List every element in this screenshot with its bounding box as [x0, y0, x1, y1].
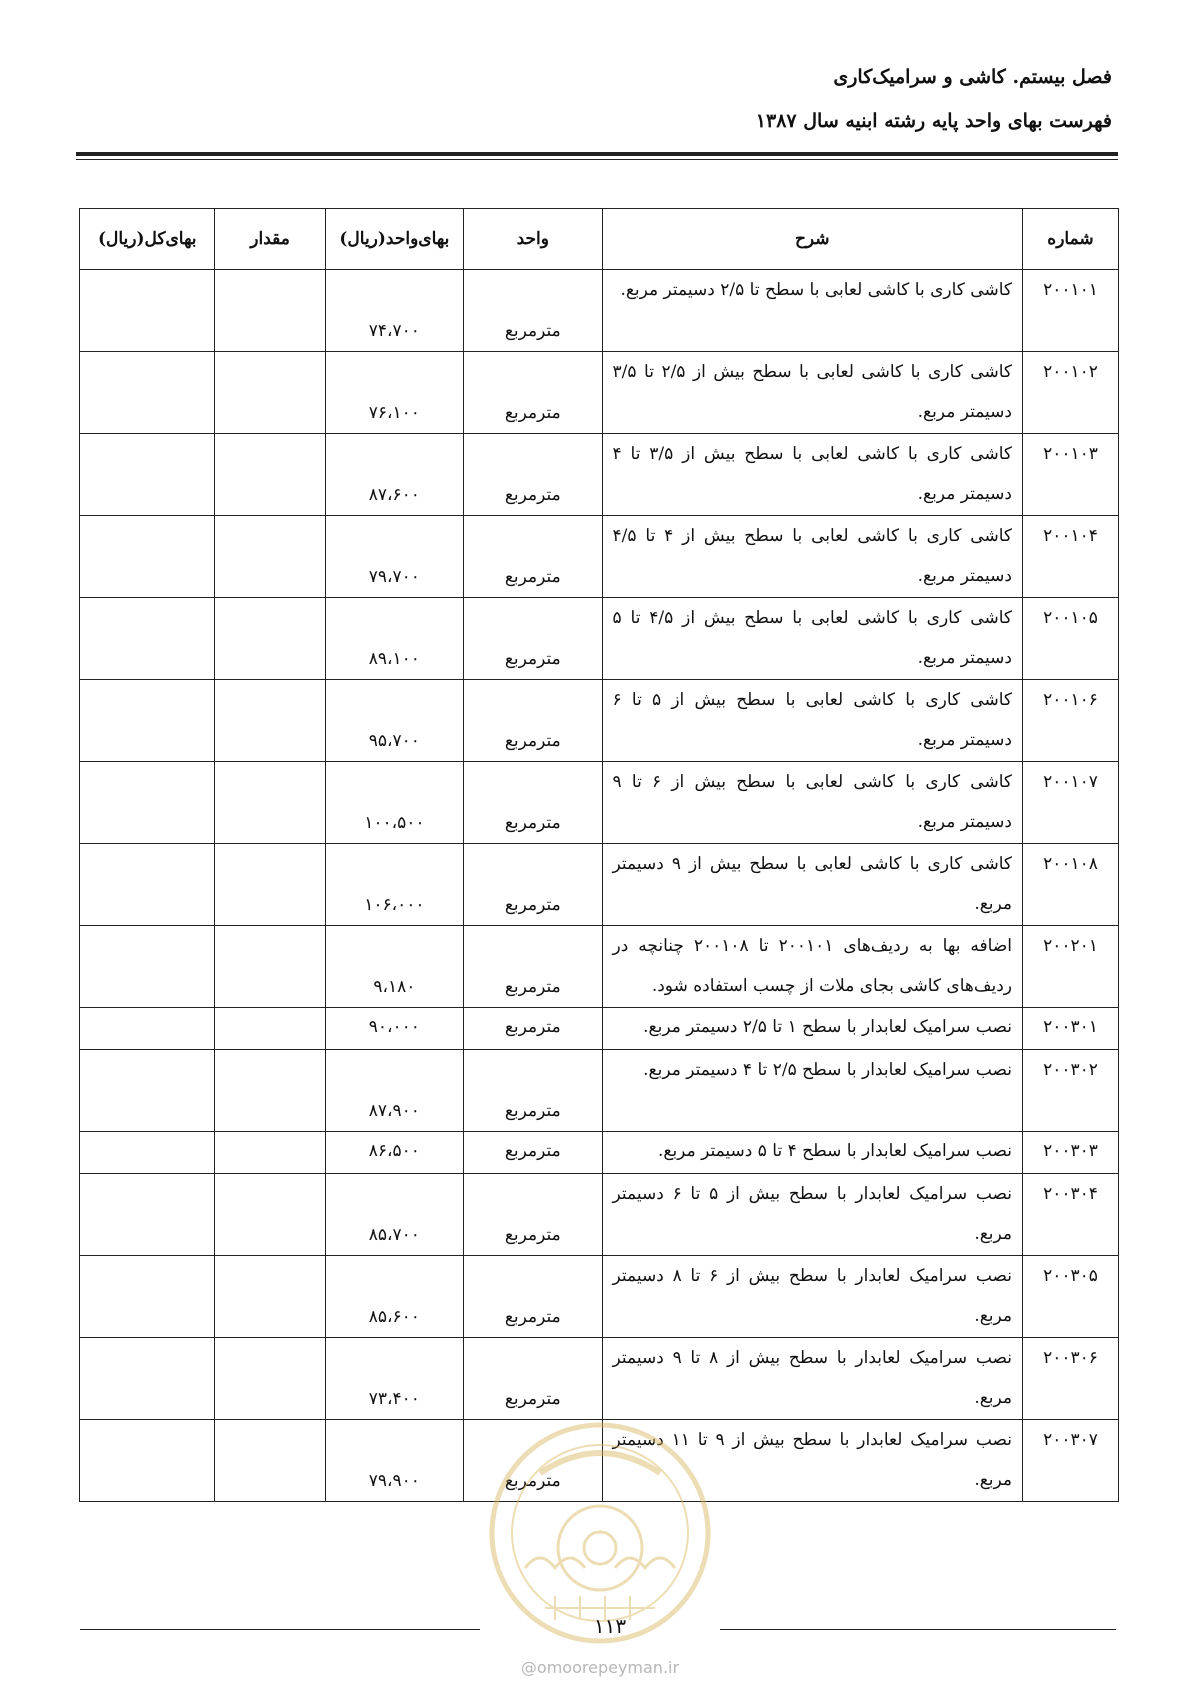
cell-total-price	[80, 516, 215, 598]
cell-description: نصب سرامیک لعابدار با سطح بیش از ۵ تا ۶ دسیمتر مربع.	[602, 1174, 1022, 1256]
cell-description: نصب سرامیک لعابدار با سطح بیش از ۸ تا ۹ دسیمتر مربع.	[602, 1338, 1022, 1420]
cell-unit: مترمربع	[464, 1174, 602, 1256]
cell-unit: مترمربع	[464, 844, 602, 926]
cell-number: ۲۰۰۱۰۸	[1022, 844, 1118, 926]
cell-quantity	[215, 762, 325, 844]
cell-number: ۲۰۰۳۰۵	[1022, 1256, 1118, 1338]
cell-description: کاشی کاری با کاشی لعابی با سطح بیش از ۹ دسیمتر مربع.	[602, 844, 1022, 926]
cell-description: کاشی کاری با کاشی لعابی با سطح بیش از ۴/۵ تا ۵ دسیمتر مربع.	[602, 598, 1022, 680]
price-list-title: فهرست بهای واحد پایه رشته ابنیه سال ۱۳۸۷	[755, 110, 1112, 132]
cell-total-price	[80, 270, 215, 352]
cell-total-price	[80, 762, 215, 844]
cell-number: ۲۰۰۳۰۱	[1022, 1008, 1118, 1050]
table-row	[80, 516, 1119, 598]
cell-total-price	[80, 926, 215, 1008]
cell-number: ۲۰۰۲۰۱	[1022, 926, 1118, 1008]
cell-quantity	[215, 516, 325, 598]
cell-number: ۲۰۰۳۰۷	[1022, 1420, 1118, 1502]
cell-unit-price: ۸۵،۶۰۰	[325, 1256, 463, 1338]
table-row	[80, 1338, 1119, 1420]
page-header	[756, 60, 1112, 138]
cell-description: کاشی کاری با کاشی لعابی با سطح بیش از ۳/۵ تا ۴ دسیمتر مربع.	[602, 434, 1022, 516]
cell-number: ۲۰۰۳۰۲	[1022, 1050, 1118, 1132]
cell-unit: مترمربع	[464, 352, 602, 434]
column-header-total-price: بهای‌کل(ریال)	[80, 209, 215, 270]
column-header-quantity: مقدار	[215, 209, 325, 270]
cell-unit: مترمربع	[464, 270, 602, 352]
cell-description: کاشی کاری با کاشی لعابی با سطح بیش از ۵ تا ۶ دسیمتر مربع.	[602, 680, 1022, 762]
cell-unit-price: ۷۳،۴۰۰	[325, 1338, 463, 1420]
cell-quantity	[215, 680, 325, 762]
cell-description: نصب سرامیک لعابدار با سطح بیش از ۶ تا ۸ دسیمتر مربع.	[602, 1256, 1022, 1338]
table-row	[80, 598, 1119, 680]
cell-description: کاشی کاری با کاشی لعابی با سطح بیش از ۴ تا ۴/۵ دسیمتر مربع.	[602, 516, 1022, 598]
cell-description: کاشی کاری با کاشی لعابی با سطح بیش از ۶ تا ۹ دسیمتر مربع.	[602, 762, 1022, 844]
cell-total-price	[80, 1174, 215, 1256]
cell-quantity	[215, 434, 325, 516]
cell-unit-price: ۷۹،۷۰۰	[325, 516, 463, 598]
column-header-unit-price: بهای‌واحد(ریال)	[325, 209, 463, 270]
cell-unit-price: ۸۶،۵۰۰	[325, 1132, 463, 1174]
cell-description: کاشی کاری با کاشی لعابی با سطح تا ۲/۵ دسیمتر مربع.	[602, 270, 1022, 352]
cell-unit: مترمربع	[464, 926, 602, 1008]
table-row	[80, 1008, 1119, 1050]
cell-unit-price: ۹۰،۰۰۰	[325, 1008, 463, 1050]
cell-quantity	[215, 1256, 325, 1338]
cell-quantity	[215, 598, 325, 680]
cell-unit: مترمربع	[464, 516, 602, 598]
cell-unit-price: ۷۶،۱۰۰	[325, 352, 463, 434]
table-header-row	[80, 209, 1119, 270]
cell-quantity	[215, 1008, 325, 1050]
cell-quantity	[215, 270, 325, 352]
table-row	[80, 434, 1119, 516]
table-row	[80, 270, 1119, 352]
table-row	[80, 926, 1119, 1008]
table-row	[80, 844, 1119, 926]
cell-unit: مترمربع	[464, 1132, 602, 1174]
cell-quantity	[215, 1338, 325, 1420]
table-row	[80, 1256, 1119, 1338]
footer-rule-left	[80, 1629, 480, 1630]
cell-description: اضافه بها به ردیف‌های ۲۰۰۱۰۱ تا ۲۰۰۱۰۸ چنانچه در ردیف‌های کاشی بجای ملات از چسب استفاده شود.	[602, 926, 1022, 1008]
header-rule-thin	[76, 159, 1118, 160]
price-table	[79, 208, 1119, 1502]
cell-total-price	[80, 1132, 215, 1174]
cell-total-price	[80, 1256, 215, 1338]
cell-description: نصب سرامیک لعابدار با سطح ۱ تا ۲/۵ دسیمتر مربع.	[602, 1008, 1022, 1050]
cell-unit: مترمربع	[464, 434, 602, 516]
cell-quantity	[215, 352, 325, 434]
footer-rule-right	[720, 1629, 1116, 1630]
cell-quantity	[215, 1050, 325, 1132]
cell-unit: مترمربع	[464, 1338, 602, 1420]
cell-total-price	[80, 844, 215, 926]
table-row	[80, 762, 1119, 844]
cell-unit-price: ۸۷،۶۰۰	[325, 434, 463, 516]
cell-unit: مترمربع	[464, 680, 602, 762]
cell-quantity	[215, 1174, 325, 1256]
cell-number: ۲۰۰۱۰۵	[1022, 598, 1118, 680]
cell-number: ۲۰۰۳۰۳	[1022, 1132, 1118, 1174]
cell-unit: مترمربع	[464, 1050, 602, 1132]
cell-unit-price: ۸۵،۷۰۰	[325, 1174, 463, 1256]
cell-number: ۲۰۰۱۰۷	[1022, 762, 1118, 844]
cell-unit-price: ۸۹،۱۰۰	[325, 598, 463, 680]
cell-unit-price: ۹۵،۷۰۰	[325, 680, 463, 762]
cell-number: ۲۰۰۱۰۶	[1022, 680, 1118, 762]
column-header-number: شماره	[1022, 209, 1118, 270]
cell-unit-price: ۷۹،۹۰۰	[325, 1420, 463, 1502]
cell-unit: مترمربع	[464, 1420, 602, 1502]
cell-unit-price: ۱۰۰،۵۰۰	[325, 762, 463, 844]
cell-description: نصب سرامیک لعابدار با سطح ۲/۵ تا ۴ دسیمتر مربع.	[602, 1050, 1022, 1132]
cell-description: نصب سرامیک لعابدار با سطح بیش از ۹ تا ۱۱ دسیمتر مربع.	[602, 1420, 1022, 1502]
header-rule-thick	[76, 152, 1118, 156]
cell-total-price	[80, 434, 215, 516]
cell-quantity	[215, 1420, 325, 1502]
cell-number: ۲۰۰۱۰۱	[1022, 270, 1118, 352]
table-row	[80, 1132, 1119, 1174]
table-row	[80, 1420, 1119, 1502]
cell-total-price	[80, 352, 215, 434]
table-row	[80, 1050, 1119, 1132]
cell-unit: مترمربع	[464, 1008, 602, 1050]
page-number: ۱۱۳	[593, 1614, 627, 1638]
cell-total-price	[80, 1050, 215, 1132]
cell-total-price	[80, 1008, 215, 1050]
cell-total-price	[80, 598, 215, 680]
cell-unit-price: ۹،۱۸۰	[325, 926, 463, 1008]
table-row	[80, 1174, 1119, 1256]
cell-description: کاشی کاری با کاشی لعابی با سطح بیش از ۲/۵ تا ۳/۵ دسیمتر مربع.	[602, 352, 1022, 434]
cell-quantity	[215, 844, 325, 926]
cell-number: ۲۰۰۳۰۴	[1022, 1174, 1118, 1256]
cell-number: ۲۰۰۳۰۶	[1022, 1338, 1118, 1420]
cell-quantity	[215, 1132, 325, 1174]
cell-total-price	[80, 680, 215, 762]
column-header-description: شرح	[602, 209, 1022, 270]
cell-quantity	[215, 926, 325, 1008]
cell-number: ۲۰۰۱۰۳	[1022, 434, 1118, 516]
table-row	[80, 352, 1119, 434]
cell-description: نصب سرامیک لعابدار با سطح ۴ تا ۵ دسیمتر مربع.	[602, 1132, 1022, 1174]
column-header-unit: واحد	[464, 209, 602, 270]
cell-unit-price: ۷۴،۷۰۰	[325, 270, 463, 352]
cell-unit: مترمربع	[464, 762, 602, 844]
chapter-title: فصل بیستم. کاشی و سرامیک‌کاری	[833, 66, 1112, 88]
cell-number: ۲۰۰۱۰۴	[1022, 516, 1118, 598]
cell-unit: مترمربع	[464, 1256, 602, 1338]
website-watermark: @omoorepeyman.ir	[520, 1658, 680, 1677]
cell-unit-price: ۸۷،۹۰۰	[325, 1050, 463, 1132]
cell-total-price	[80, 1338, 215, 1420]
cell-total-price	[80, 1420, 215, 1502]
cell-unit: مترمربع	[464, 598, 602, 680]
table-body	[80, 270, 1119, 1502]
cell-unit-price: ۱۰۶،۰۰۰	[325, 844, 463, 926]
table-row	[80, 680, 1119, 762]
cell-number: ۲۰۰۱۰۲	[1022, 352, 1118, 434]
